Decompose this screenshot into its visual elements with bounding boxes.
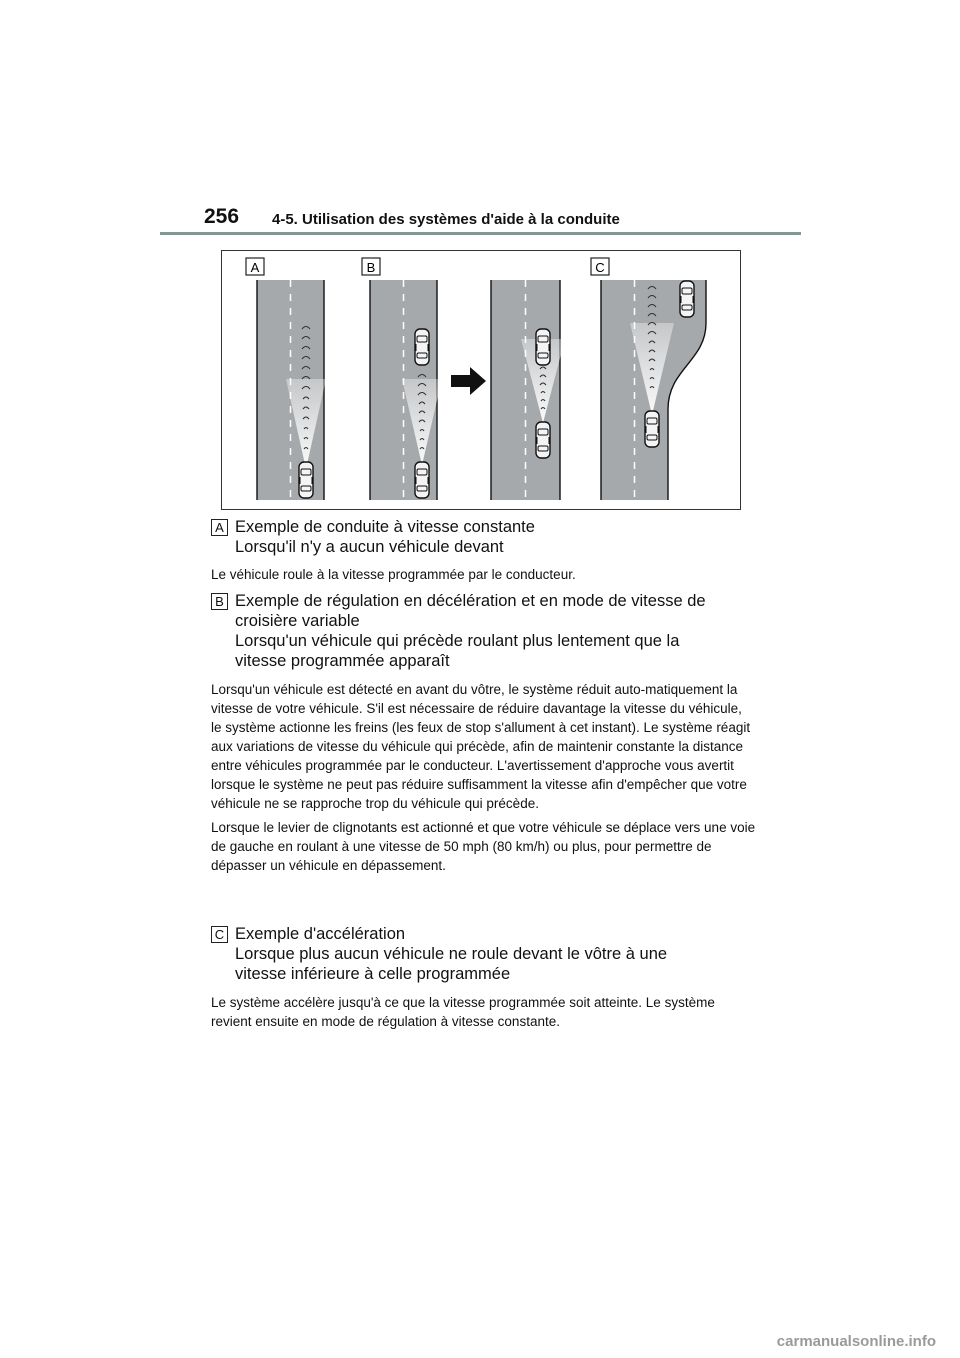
section-b-tag: B bbox=[211, 593, 228, 610]
own-vehicle bbox=[536, 422, 550, 458]
section-title: 4-5. Utilisation des systèmes d'aide à la conduite bbox=[272, 211, 620, 228]
section-b-title-line: Exemple de régulation en décélération et en mode de vitesse de bbox=[235, 592, 706, 610]
page-number: 256 bbox=[204, 205, 240, 228]
cruise-control-illustration bbox=[221, 250, 741, 510]
watermark-link[interactable]: carmanualsonline.info bbox=[776, 1333, 936, 1350]
section-c-subtitle-line: Lorsque plus aucun véhicule ne roule devant le vôtre à une bbox=[235, 945, 668, 963]
section-b-title bbox=[235, 591, 756, 671]
section-a-title-line: Exemple de conduite à vitesse constante bbox=[235, 518, 535, 536]
section-b-description: Lorsqu'un véhicule est détecté en avant du vôtre, le système réduit auto-matiquement la vitesse de votre véhicule. S'il est nécessaire de réduire davantage la vitesse du véhicule, le système actionne les freins (les feux de stop s'allument à cet instant). Le système réagit aux variations de vitesse du véhicule qui précède, afin de maintenir constante la distance entre véhicules programmée par le conducteur. L'avertissement d'approche vous avertit lorsque le système ne peut pas réduire suffisamment la vitesse afin d'empêcher que votre véhicule ne se rapproche trop du véhicule qui précède. bbox=[211, 682, 751, 811]
figure-label-b bbox=[362, 258, 380, 275]
figure-label-a bbox=[246, 258, 264, 275]
figure-label-c-text: C bbox=[595, 260, 605, 275]
road-c bbox=[601, 280, 706, 500]
road-a bbox=[257, 280, 326, 500]
road-b-after bbox=[491, 280, 565, 500]
section-b-note: Lorsque le levier de clignotants est actionné et que votre véhicule se déplace vers une voie de gauche en roulant à une vitesse de 50 mph (80 km/h) ou plus, pour permettre de dépasser un véhicule en dépassement. bbox=[211, 820, 756, 873]
preceding-vehicle bbox=[415, 329, 429, 365]
section-a-subtitle-line: Lorsqu'il n'y a aucun véhicule devant bbox=[235, 538, 504, 556]
departing-vehicle bbox=[680, 281, 694, 317]
header-divider bbox=[160, 232, 801, 235]
section-b-title-line: croisière variable bbox=[235, 612, 360, 630]
section-a-tag: A bbox=[211, 519, 228, 536]
section-a-description: Le véhicule roule à la vitesse programmée par le conducteur. bbox=[211, 567, 576, 582]
section-c bbox=[211, 924, 756, 1031]
road-diagram bbox=[222, 251, 740, 509]
preceding-vehicle bbox=[536, 329, 550, 365]
section-c-title bbox=[235, 924, 756, 984]
section-c-title-line: Exemple d'accélération bbox=[235, 925, 406, 943]
section-b-subtitle-line: Lorsqu'un véhicule qui précède roulant plus lentement que la bbox=[235, 632, 680, 650]
figure-label-c bbox=[591, 258, 609, 275]
own-vehicle bbox=[299, 462, 313, 498]
section-a-title bbox=[235, 517, 756, 557]
section-a bbox=[211, 517, 756, 584]
transition-arrow-icon bbox=[451, 367, 486, 395]
figure-label-b-text: B bbox=[366, 260, 376, 275]
own-vehicle bbox=[415, 462, 429, 498]
figure-label-a-text: A bbox=[250, 260, 260, 275]
section-c-description: Le système accélère jusqu'à ce que la vitesse programmée soit atteinte. Le système revient ensuite en mode de régulation à vitesse constante. bbox=[211, 995, 715, 1029]
section-b-subtitle-line: vitesse programmée apparaît bbox=[235, 652, 450, 670]
own-vehicle bbox=[645, 411, 659, 447]
road-b-before bbox=[370, 280, 442, 500]
section-c-subtitle-line: vitesse inférieure à celle programmée bbox=[235, 965, 511, 983]
section-b bbox=[211, 591, 756, 875]
section-c-tag: C bbox=[211, 926, 228, 943]
